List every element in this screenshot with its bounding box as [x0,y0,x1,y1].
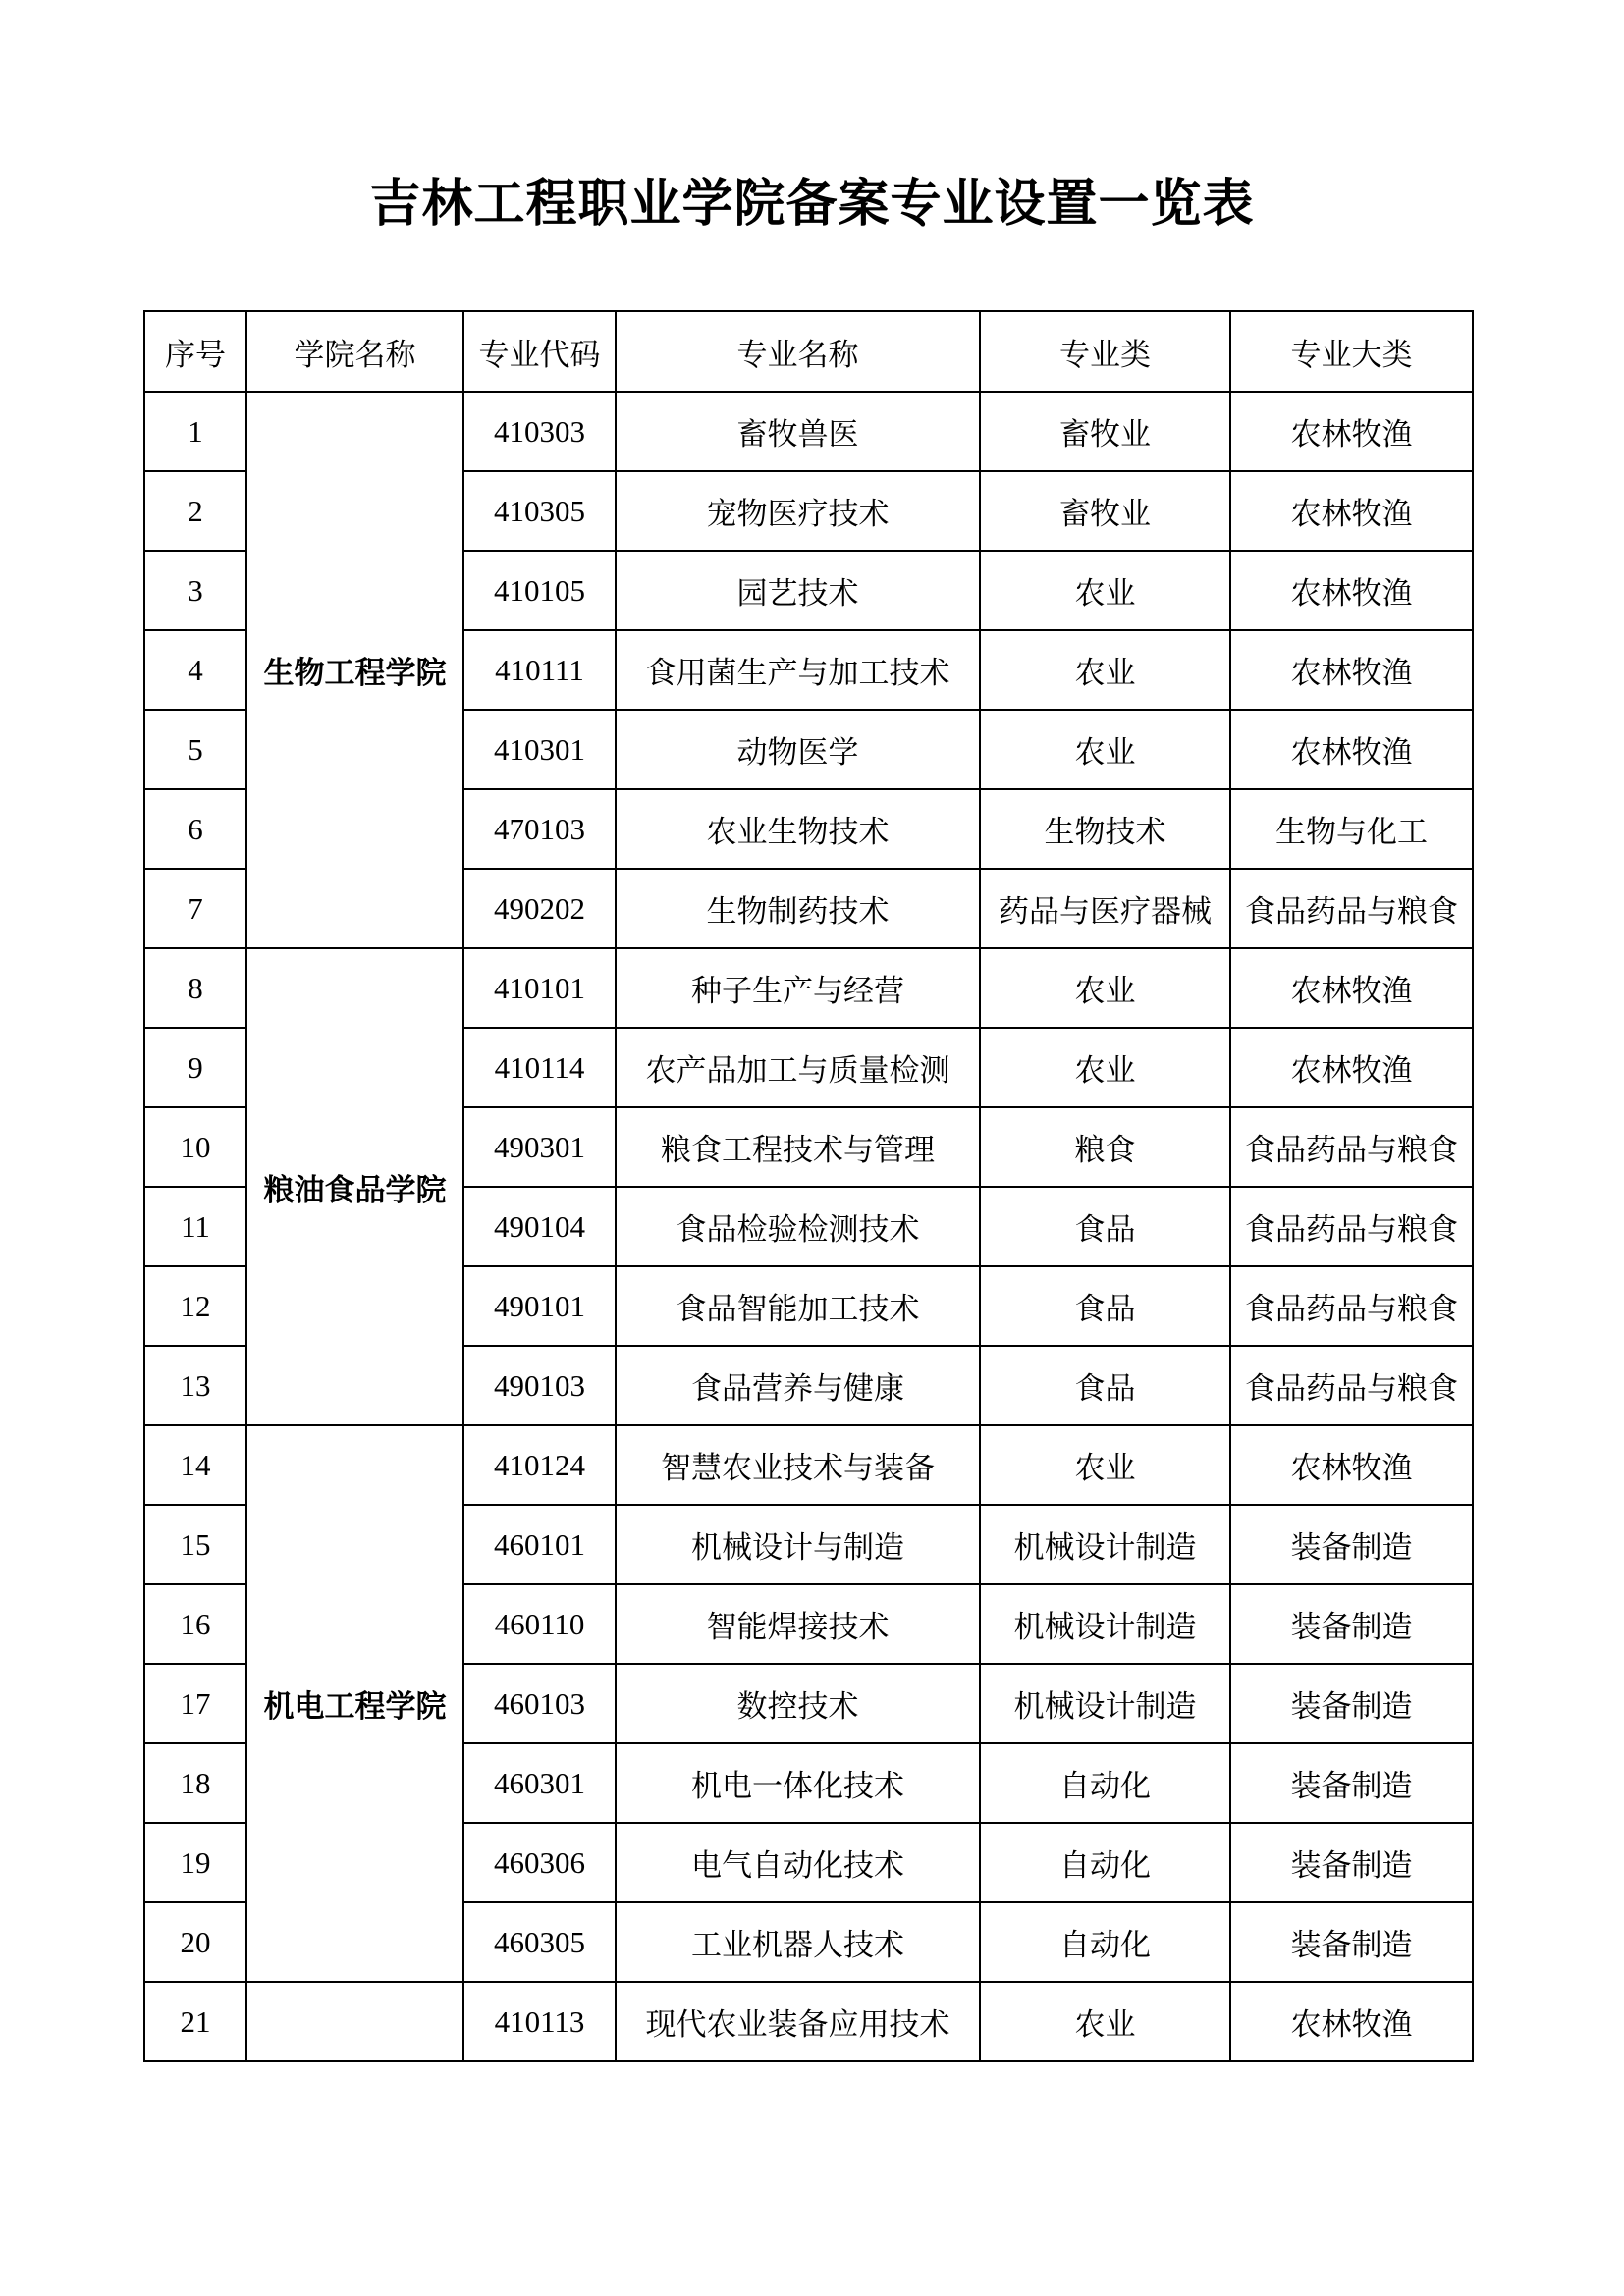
major-code-cell: 490103 [463,1346,616,1425]
major-category-cell: 食品药品与粮食 [1230,1266,1473,1346]
major-code-cell: 410113 [463,1982,616,2061]
category-cell: 农业 [980,551,1230,630]
category-cell: 药品与医疗器械 [980,869,1230,948]
category-cell: 农业 [980,1028,1230,1107]
major-code-cell: 410301 [463,710,616,789]
seq-cell: 7 [144,869,246,948]
major-category-cell: 生物与化工 [1230,789,1473,869]
major-table [143,310,1474,2062]
major-code-cell: 410305 [463,471,616,551]
major-category-cell: 农林牧渔 [1230,392,1473,471]
major-name-cell: 机电一体化技术 [616,1743,980,1823]
major-category-cell: 农林牧渔 [1230,630,1473,710]
major-code-cell: 460306 [463,1823,616,1902]
major-category-cell: 装备制造 [1230,1584,1473,1664]
header-seq: 序号 [144,311,246,392]
major-code-cell: 410303 [463,392,616,471]
major-category-cell: 农林牧渔 [1230,1982,1473,2061]
major-name-cell: 动物医学 [616,710,980,789]
table-row [144,1425,1473,1505]
major-code-cell: 410111 [463,630,616,710]
table-header-row [144,311,1473,392]
major-category-cell: 食品药品与粮食 [1230,1187,1473,1266]
major-code-cell: 470103 [463,789,616,869]
category-cell: 机械设计制造 [980,1505,1230,1584]
major-name-cell: 现代农业装备应用技术 [616,1982,980,2061]
seq-cell: 12 [144,1266,246,1346]
seq-cell: 15 [144,1505,246,1584]
seq-cell: 20 [144,1902,246,1982]
category-cell: 农业 [980,1425,1230,1505]
major-code-cell: 460301 [463,1743,616,1823]
category-cell: 食品 [980,1187,1230,1266]
category-cell: 机械设计制造 [980,1664,1230,1743]
header-name: 专业名称 [616,311,980,392]
table-body [144,392,1473,2061]
seq-cell: 21 [144,1982,246,2061]
major-name-cell: 工业机器人技术 [616,1902,980,1982]
category-cell: 自动化 [980,1823,1230,1902]
category-cell: 机械设计制造 [980,1584,1230,1664]
major-code-cell: 410105 [463,551,616,630]
major-category-cell: 装备制造 [1230,1743,1473,1823]
category-cell: 食品 [980,1266,1230,1346]
major-name-cell: 食用菌生产与加工技术 [616,630,980,710]
major-name-cell: 数控技术 [616,1664,980,1743]
college-cell: 机电工程学院 [246,1425,463,1982]
seq-cell: 17 [144,1664,246,1743]
major-category-cell: 农林牧渔 [1230,1028,1473,1107]
category-cell: 农业 [980,710,1230,789]
major-code-cell: 490104 [463,1187,616,1266]
category-cell: 自动化 [980,1902,1230,1982]
major-code-cell: 410101 [463,948,616,1028]
header-category: 专业类 [980,311,1230,392]
major-code-cell: 410124 [463,1425,616,1505]
header-code: 专业代码 [463,311,616,392]
seq-cell: 13 [144,1346,246,1425]
major-name-cell: 食品智能加工技术 [616,1266,980,1346]
major-code-cell: 490101 [463,1266,616,1346]
major-code-cell: 460101 [463,1505,616,1584]
seq-cell: 18 [144,1743,246,1823]
major-name-cell: 园艺技术 [616,551,980,630]
category-cell: 农业 [980,1982,1230,2061]
seq-cell: 2 [144,471,246,551]
major-code-cell: 410114 [463,1028,616,1107]
major-name-cell: 畜牧兽医 [616,392,980,471]
major-category-cell: 装备制造 [1230,1664,1473,1743]
major-name-cell: 机械设计与制造 [616,1505,980,1584]
college-cell [246,1982,463,2061]
seq-cell: 1 [144,392,246,471]
category-cell: 畜牧业 [980,392,1230,471]
major-category-cell: 农林牧渔 [1230,1425,1473,1505]
major-code-cell: 490202 [463,869,616,948]
major-code-cell: 490301 [463,1107,616,1187]
seq-cell: 19 [144,1823,246,1902]
seq-cell: 8 [144,948,246,1028]
major-category-cell: 装备制造 [1230,1505,1473,1584]
major-category-cell: 农林牧渔 [1230,948,1473,1028]
college-cell: 生物工程学院 [246,392,463,948]
seq-cell: 4 [144,630,246,710]
table-row [144,1982,1473,2061]
major-category-cell: 食品药品与粮食 [1230,1346,1473,1425]
major-name-cell: 粮食工程技术与管理 [616,1107,980,1187]
major-code-cell: 460103 [463,1664,616,1743]
major-name-cell: 农产品加工与质量检测 [616,1028,980,1107]
category-cell: 食品 [980,1346,1230,1425]
seq-cell: 5 [144,710,246,789]
seq-cell: 3 [144,551,246,630]
seq-cell: 9 [144,1028,246,1107]
header-major-category: 专业大类 [1230,311,1473,392]
category-cell: 农业 [980,948,1230,1028]
major-name-cell: 农业生物技术 [616,789,980,869]
major-category-cell: 食品药品与粮食 [1230,1107,1473,1187]
category-cell: 农业 [980,630,1230,710]
major-name-cell: 食品营养与健康 [616,1346,980,1425]
major-category-cell: 农林牧渔 [1230,471,1473,551]
major-category-cell: 装备制造 [1230,1902,1473,1982]
header-college: 学院名称 [246,311,463,392]
category-cell: 畜牧业 [980,471,1230,551]
category-cell: 生物技术 [980,789,1230,869]
major-name-cell: 生物制药技术 [616,869,980,948]
major-name-cell: 电气自动化技术 [616,1823,980,1902]
seq-cell: 14 [144,1425,246,1505]
seq-cell: 6 [144,789,246,869]
major-code-cell: 460305 [463,1902,616,1982]
seq-cell: 10 [144,1107,246,1187]
major-category-cell: 装备制造 [1230,1823,1473,1902]
table-row [144,392,1473,471]
seq-cell: 16 [144,1584,246,1664]
college-cell: 粮油食品学院 [246,948,463,1425]
major-category-cell: 食品药品与粮食 [1230,869,1473,948]
major-category-cell: 农林牧渔 [1230,710,1473,789]
seq-cell: 11 [144,1187,246,1266]
major-code-cell: 460110 [463,1584,616,1664]
major-category-cell: 农林牧渔 [1230,551,1473,630]
major-name-cell: 食品检验检测技术 [616,1187,980,1266]
table-row [144,948,1473,1028]
major-name-cell: 宠物医疗技术 [616,471,980,551]
major-name-cell: 种子生产与经营 [616,948,980,1028]
major-name-cell: 智慧农业技术与装备 [616,1425,980,1505]
major-name-cell: 智能焊接技术 [616,1584,980,1664]
category-cell: 粮食 [980,1107,1230,1187]
document-title: 吉林工程职业学院备案专业设置一览表 [369,174,1255,234]
category-cell: 自动化 [980,1743,1230,1823]
